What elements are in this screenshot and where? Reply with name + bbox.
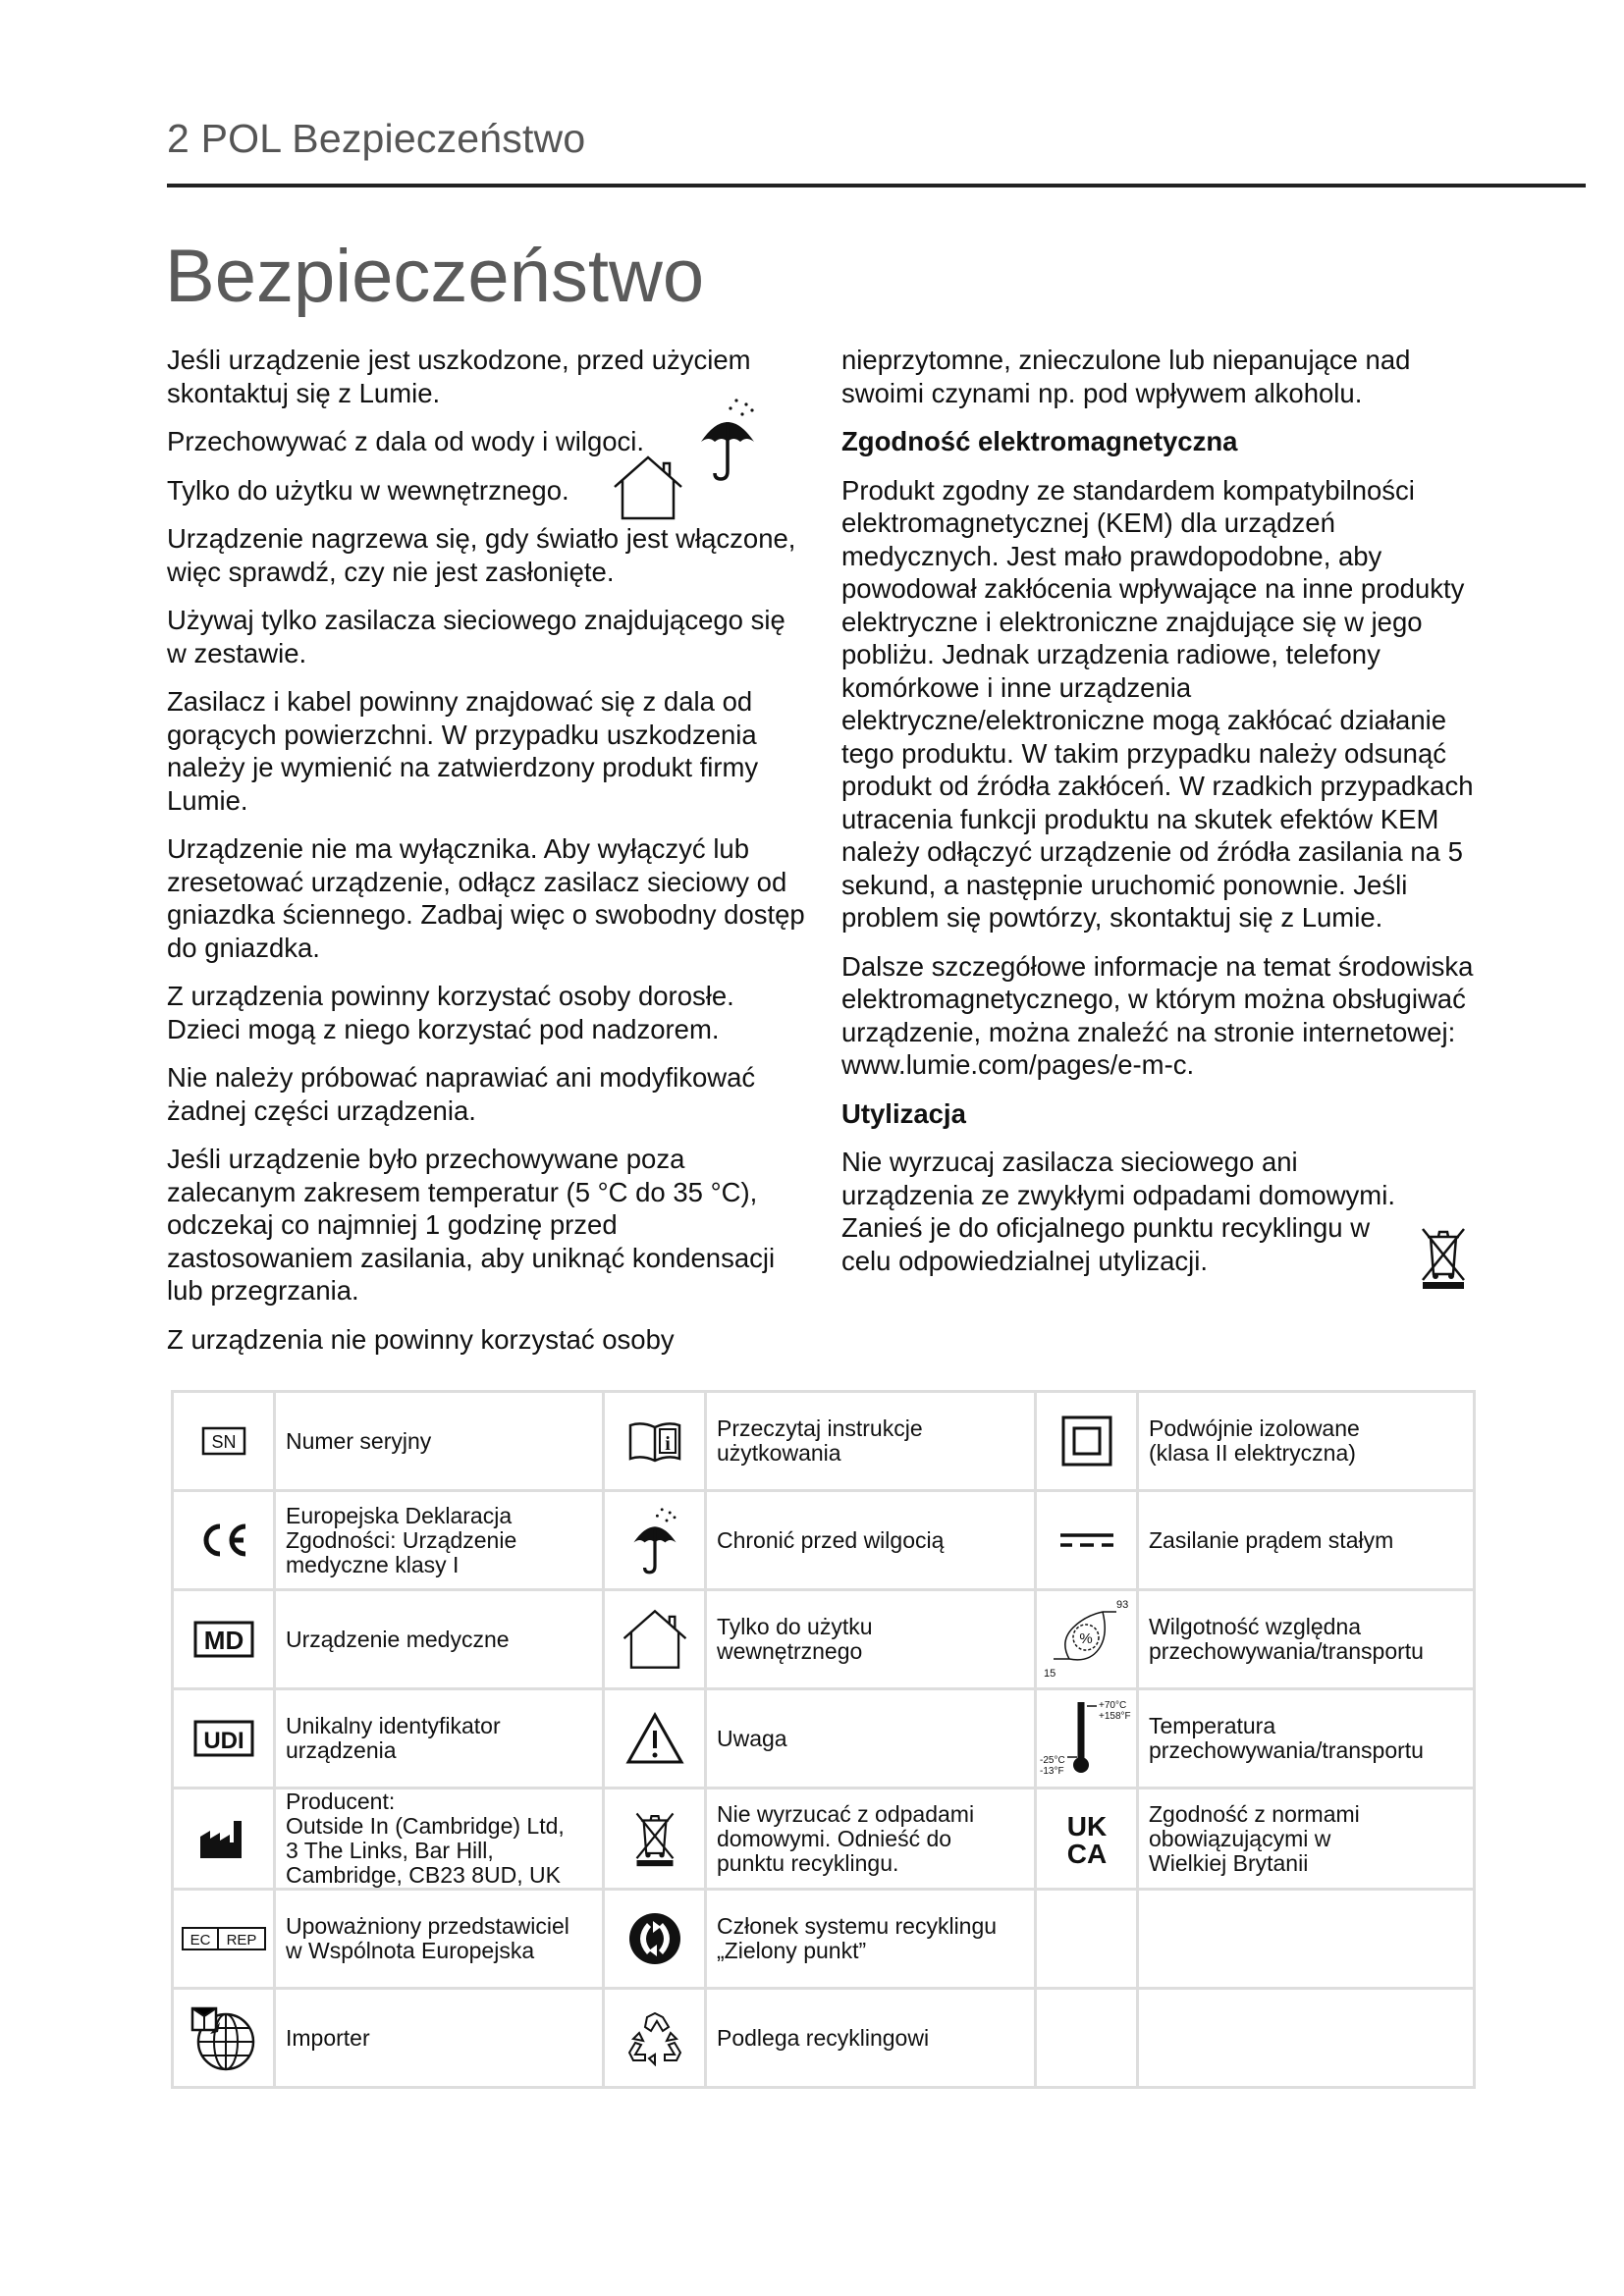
recycle-icon	[604, 1989, 706, 2088]
table-row	[173, 1689, 1475, 1789]
svg-text:CA: CA	[1066, 1839, 1107, 1867]
sn-icon	[173, 1392, 275, 1491]
symbol-description: Członek systemu recyklingu „Zielony punkt”	[706, 1890, 1036, 1989]
importer-icon	[173, 1989, 275, 2088]
read-instructions-icon	[604, 1392, 706, 1491]
symbol-description: Przeczytaj instrukcje użytkowania	[706, 1392, 1036, 1491]
svg-text:MD: MD	[203, 1626, 244, 1655]
weee-bin-icon	[1419, 1225, 1468, 1290]
paragraph: Tylko do użytku w wewnętrznego.	[167, 474, 569, 506]
paragraph: Produkt zgodny ze standardem kompatybilności elektromagnetycznej (KEM) dla urządzeń medycznych. Jest mało prawdopodobne, aby powodował zakłócenia wpływające na inne produkty elektryczne i elektroniczne znajdujące się w jego pobliżu. Jednak urządzenia radiowe, telefony komórkowe i inne urządzenia elektryczne/elektroniczne mogą zakłócać działanie tego produktu. W takim przypadku należy odsunąć produkt od źródła zakłóceń. W rzadkich przypadkach utracenia funkcji produktu na skutek efektów KEM należy odłączyć urządzenie od źródła zasilania na 5 sekund, a następnie uruchomić ponownie. Jeśli problem się powtórzy, skontaktuj się z Lumie.	[841, 474, 1474, 933]
paragraph: Przechowywać z dala od wody i wilgoci.	[167, 426, 645, 456]
symbol-description: Podlega recyklingowi	[706, 1989, 1036, 2088]
symbol-description: Importer	[275, 1989, 604, 2088]
ec-rep-icon	[173, 1890, 275, 1989]
table-row	[173, 1590, 1475, 1689]
dc-power-icon	[1036, 1491, 1138, 1590]
symbol-description: Unikalny identyfikator urządzenia	[275, 1689, 604, 1789]
symbol-description: Chronić przed wilgocią	[706, 1491, 1036, 1590]
symbol-description: Tylko do użytku wewnętrznego	[706, 1590, 1036, 1689]
paragraph: Urządzenie nie ma wyłącznika. Aby wyłączyć lub zresetować urządzenie, odłącz zasilacz sieciowy od gniazdka ściennego. Zadbaj więc o swobodny dostęp do gniazdka.	[167, 833, 805, 963]
paragraph: Z urządzenia powinny korzystać osoby dorosłe. Dzieci mogą z niego korzystać pod nadzorem.	[167, 981, 734, 1044]
svg-text:15: 15	[1043, 1668, 1056, 1680]
page-title: Bezpieczeństwo	[165, 235, 705, 318]
svg-text:REP: REP	[226, 1932, 256, 1949]
symbol-description: Numer seryjny	[275, 1392, 604, 1491]
house-icon	[604, 1590, 706, 1689]
svg-text:+158°F: +158°F	[1098, 1711, 1131, 1722]
humidity-icon	[1036, 1590, 1138, 1689]
empty-cell	[1036, 1989, 1138, 2088]
double-insulated-icon	[1036, 1392, 1138, 1491]
ce-mark-icon	[173, 1491, 275, 1590]
symbol-description: Podwójnie izolowane (klasa II elektryczna)	[1138, 1392, 1475, 1491]
symbol-description: Urządzenie medyczne	[275, 1590, 604, 1689]
warning-icon	[604, 1689, 706, 1789]
table-row	[173, 1789, 1475, 1890]
md-icon	[173, 1590, 275, 1689]
ukca-icon	[1036, 1789, 1138, 1890]
svg-text:SN: SN	[210, 1432, 237, 1452]
symbol-description: Europejska Deklaracja Zgodności: Urządzenie medyczne klasy I	[275, 1491, 604, 1590]
symbol-description: Zgodność z normami obowiązującymi w Wielkiej Brytanii	[1138, 1789, 1475, 1890]
table-row	[173, 1989, 1475, 2088]
disposal-heading: Utylizacja	[841, 1097, 966, 1129]
table-row	[173, 1890, 1475, 1989]
symbol-description: Upoważniony przedstawiciel w Wspólnota Europejska	[275, 1890, 604, 1989]
left-column	[167, 344, 805, 1371]
svg-text:UDI: UDI	[202, 1728, 244, 1754]
svg-text:UK: UK	[1066, 1811, 1107, 1842]
symbols-table	[171, 1390, 1476, 2089]
svg-text:93: 93	[1115, 1599, 1128, 1611]
symbol-description: Wilgotność względna przechowywania/transportu	[1138, 1590, 1475, 1689]
empty-cell	[1138, 1989, 1475, 2088]
svg-text:+70°C: +70°C	[1098, 1700, 1126, 1711]
green-dot-icon	[604, 1890, 706, 1989]
paragraph: Urządzenie nagrzewa się, gdy światło jest włączone, więc sprawdź, czy nie jest zasłonięte.	[167, 523, 796, 587]
header-divider	[167, 184, 1586, 187]
umbrella-icon	[697, 395, 758, 483]
empty-cell	[1138, 1890, 1475, 1989]
page-header: 2 POL Bezpieczeństwo	[167, 116, 586, 161]
svg-text:i: i	[664, 1433, 671, 1455]
symbol-description: Temperatura przechowywania/transportu	[1138, 1689, 1475, 1789]
svg-text:-13°F: -13°F	[1039, 1766, 1064, 1777]
symbol-description: Producent: Outside In (Cambridge) Ltd, 3 The Links, Bar Hill, Cambridge, CB23 8UD, UK	[275, 1789, 604, 1890]
thermometer-icon	[1036, 1689, 1138, 1789]
paragraph: nieprzytomne, znieczulone lub niepanujące nad swoimi czynami np. pod wpływem alkoholu.	[841, 345, 1411, 408]
table-row	[173, 1491, 1475, 1590]
symbol-description: Nie wyrzucać z odpadami domowymi. Odnieść do punktu recyklingu.	[706, 1789, 1036, 1890]
paragraph: Jeśli urządzenie było przechowywane poza zalecanym zakresem temperatur (5 °C do 35 °C), odczekaj co najmniej 1 godzinę przed zastosowaniem zasilania, aby uniknąć kondensacji lub przegrzania.	[167, 1144, 776, 1306]
svg-text:-25°C: -25°C	[1039, 1755, 1065, 1766]
manufacturer-icon	[173, 1789, 275, 1890]
umbrella-icon	[604, 1491, 706, 1590]
paragraph: Używaj tylko zasilacza sieciowego znajdującego się w zestawie.	[167, 605, 785, 668]
symbol-description: Uwaga	[706, 1689, 1036, 1789]
house-icon	[609, 454, 687, 522]
paragraph: Jeśli urządzenie jest uszkodzone, przed użyciem skontaktuj się z Lumie.	[167, 345, 751, 408]
weee-bin-icon	[604, 1789, 706, 1890]
right-column	[841, 344, 1485, 1293]
emc-heading: Zgodność elektromagnetyczna	[841, 426, 1238, 456]
paragraph: Dalsze szczegółowe informacje na temat środowiska elektromagnetycznego, w którym można obsługiwać urządzenie, można znaleźć na stronie internetowej: www.lumie.com/pages/e-m-c.	[841, 950, 1474, 1080]
udi-icon	[173, 1689, 275, 1789]
svg-text:EC: EC	[189, 1932, 210, 1949]
paragraph: Zasilacz i kabel powinny znajdować się z dala od gorących powierzchni. W przypadku uszkodzenia należy je wymienić na zatwierdzony produkt firmy Lumie.	[167, 686, 759, 816]
svg-text:%: %	[1078, 1630, 1093, 1647]
paragraph: Z urządzenia nie powinny korzystać osoby	[167, 1323, 675, 1355]
paragraph: Nie należy próbować naprawiać ani modyfikować żadnej części urządzenia.	[167, 1062, 756, 1126]
empty-cell	[1036, 1890, 1138, 1989]
table-row	[173, 1392, 1475, 1491]
symbol-description: Zasilanie prądem stałym	[1138, 1491, 1475, 1590]
paragraph: Nie wyrzucaj zasilacza sieciowego ani urządzenia ze zwykłymi odpadami domowymi. Zanieś je do oficjalnego punktu recyklingu w celu odpowiedzialnej utylizacji.	[841, 1147, 1395, 1276]
